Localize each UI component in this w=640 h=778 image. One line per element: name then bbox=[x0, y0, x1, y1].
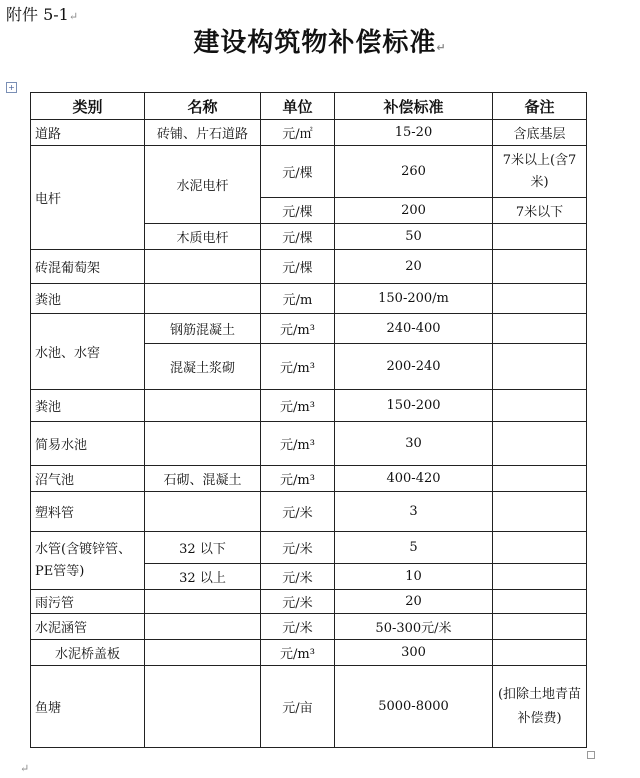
cell-category: 鱼塘 bbox=[31, 666, 145, 748]
cell-standard: 260 bbox=[335, 146, 493, 198]
cell-unit: 元/棵 bbox=[261, 146, 335, 198]
cell-note: 7米以下 bbox=[493, 198, 587, 224]
cell-unit: 元/m bbox=[261, 284, 335, 314]
cell-note bbox=[493, 422, 587, 466]
cell-note: (扣除土地青苗补偿费) bbox=[493, 666, 587, 748]
cell-name bbox=[145, 250, 261, 284]
header-note: 备注 bbox=[493, 93, 587, 120]
cell-note: 7米以上(含7米) bbox=[493, 146, 587, 198]
cell-note bbox=[493, 250, 587, 284]
cell-category: 雨污管 bbox=[31, 590, 145, 614]
cell-category: 粪池 bbox=[31, 390, 145, 422]
header-standard: 补偿标准 bbox=[335, 93, 493, 120]
cell-unit: 元/㎡ bbox=[261, 120, 335, 146]
table-row bbox=[31, 422, 587, 466]
cell-note: 含底基层 bbox=[493, 120, 587, 146]
cell-name bbox=[145, 284, 261, 314]
cell-category: 粪池 bbox=[31, 284, 145, 314]
cell-name: 32 以上 bbox=[145, 564, 261, 590]
cell-name: 混凝土浆砌 bbox=[145, 344, 261, 390]
table-row bbox=[31, 466, 587, 492]
cell-note bbox=[493, 224, 587, 250]
cell-unit: 元/米 bbox=[261, 614, 335, 640]
cell-standard: 5000-8000 bbox=[335, 666, 493, 748]
table-row bbox=[31, 284, 587, 314]
cell-name bbox=[145, 390, 261, 422]
compensation-table bbox=[30, 92, 587, 748]
cell-standard: 300 bbox=[335, 640, 493, 666]
cell-standard: 15-20 bbox=[335, 120, 493, 146]
cell-unit: 元/棵 bbox=[261, 224, 335, 250]
table-header-row bbox=[31, 93, 587, 120]
cell-unit: 元/m³ bbox=[261, 640, 335, 666]
table-row bbox=[31, 250, 587, 284]
cell-unit: 元/米 bbox=[261, 532, 335, 564]
table-row bbox=[31, 390, 587, 422]
cell-unit: 元/亩 bbox=[261, 666, 335, 748]
table-row bbox=[31, 614, 587, 640]
paragraph-mark: ↵ bbox=[436, 41, 447, 54]
cell-category: 道路 bbox=[31, 120, 145, 146]
cell-standard: 240-400 bbox=[335, 314, 493, 344]
cell-unit: 元/m³ bbox=[261, 390, 335, 422]
cell-note bbox=[493, 614, 587, 640]
cell-standard: 200-240 bbox=[335, 344, 493, 390]
table-row bbox=[31, 532, 587, 564]
cell-note bbox=[493, 492, 587, 532]
cell-unit: 元/棵 bbox=[261, 250, 335, 284]
cell-note bbox=[493, 344, 587, 390]
table-row bbox=[31, 590, 587, 614]
table-row bbox=[31, 314, 587, 344]
cell-standard: 50 bbox=[335, 224, 493, 250]
header-unit: 单位 bbox=[261, 93, 335, 120]
cell-name bbox=[145, 666, 261, 748]
table-resize-handle-icon[interactable] bbox=[587, 751, 595, 759]
cell-name bbox=[145, 640, 261, 666]
cell-unit: 元/m³ bbox=[261, 466, 335, 492]
cell-note bbox=[493, 564, 587, 590]
cell-unit: 元/m³ bbox=[261, 344, 335, 390]
title-text: 建设构筑物补偿标准 bbox=[193, 28, 437, 58]
table-row bbox=[31, 666, 587, 748]
cell-standard: 20 bbox=[335, 250, 493, 284]
cell-unit: 元/米 bbox=[261, 564, 335, 590]
cell-note bbox=[493, 590, 587, 614]
cell-standard: 50-300元/米 bbox=[335, 614, 493, 640]
document-title bbox=[0, 22, 640, 59]
cell-category: 水管(含镀锌管、PE管等) bbox=[31, 532, 145, 590]
cell-standard: 20 bbox=[335, 590, 493, 614]
cell-unit: 元/棵 bbox=[261, 198, 335, 224]
header-name: 名称 bbox=[145, 93, 261, 120]
cell-name bbox=[145, 422, 261, 466]
cell-category: 电杆 bbox=[31, 146, 145, 250]
cell-unit: 元/m³ bbox=[261, 422, 335, 466]
table-row bbox=[31, 640, 587, 666]
table-row bbox=[31, 146, 587, 198]
header-category: 类别 bbox=[31, 93, 145, 120]
cell-name bbox=[145, 492, 261, 532]
cell-standard: 150-200 bbox=[335, 390, 493, 422]
cell-note bbox=[493, 466, 587, 492]
table-row bbox=[31, 492, 587, 532]
cell-name: 水泥电杆 bbox=[145, 146, 261, 224]
cell-standard: 3 bbox=[335, 492, 493, 532]
cell-note bbox=[493, 390, 587, 422]
cell-category: 水泥桥盖板 bbox=[31, 640, 145, 666]
cell-unit: 元/米 bbox=[261, 590, 335, 614]
cell-category: 塑料管 bbox=[31, 492, 145, 532]
table-row bbox=[31, 120, 587, 146]
cell-name: 32 以下 bbox=[145, 532, 261, 564]
cell-unit: 元/m³ bbox=[261, 314, 335, 344]
cell-note bbox=[493, 284, 587, 314]
cell-name bbox=[145, 590, 261, 614]
attachment-text: 附件 5-1 bbox=[6, 5, 69, 24]
cell-standard: 10 bbox=[335, 564, 493, 590]
paragraph-mark: ↵ bbox=[20, 762, 30, 775]
cell-category: 水泥涵管 bbox=[31, 614, 145, 640]
cell-standard: 150-200/m bbox=[335, 284, 493, 314]
cell-standard: 5 bbox=[335, 532, 493, 564]
paragraph-mark: ↵ bbox=[68, 10, 79, 23]
cell-name: 石砌、混凝土 bbox=[145, 466, 261, 492]
cell-standard: 400-420 bbox=[335, 466, 493, 492]
cell-name: 钢筋混凝土 bbox=[145, 314, 261, 344]
cell-note bbox=[493, 532, 587, 564]
cell-standard: 200 bbox=[335, 198, 493, 224]
cell-note bbox=[493, 640, 587, 666]
cell-category: 简易水池 bbox=[31, 422, 145, 466]
cell-name: 砖铺、片石道路 bbox=[145, 120, 261, 146]
cell-unit: 元/米 bbox=[261, 492, 335, 532]
cell-name bbox=[145, 614, 261, 640]
cell-name: 木质电杆 bbox=[145, 224, 261, 250]
cell-note bbox=[493, 314, 587, 344]
cell-category: 水池、水窖 bbox=[31, 314, 145, 390]
cell-category: 沼气池 bbox=[31, 466, 145, 492]
table-move-handle-icon[interactable]: + bbox=[6, 82, 17, 93]
cell-standard: 30 bbox=[335, 422, 493, 466]
cell-category: 砖混葡萄架 bbox=[31, 250, 145, 284]
